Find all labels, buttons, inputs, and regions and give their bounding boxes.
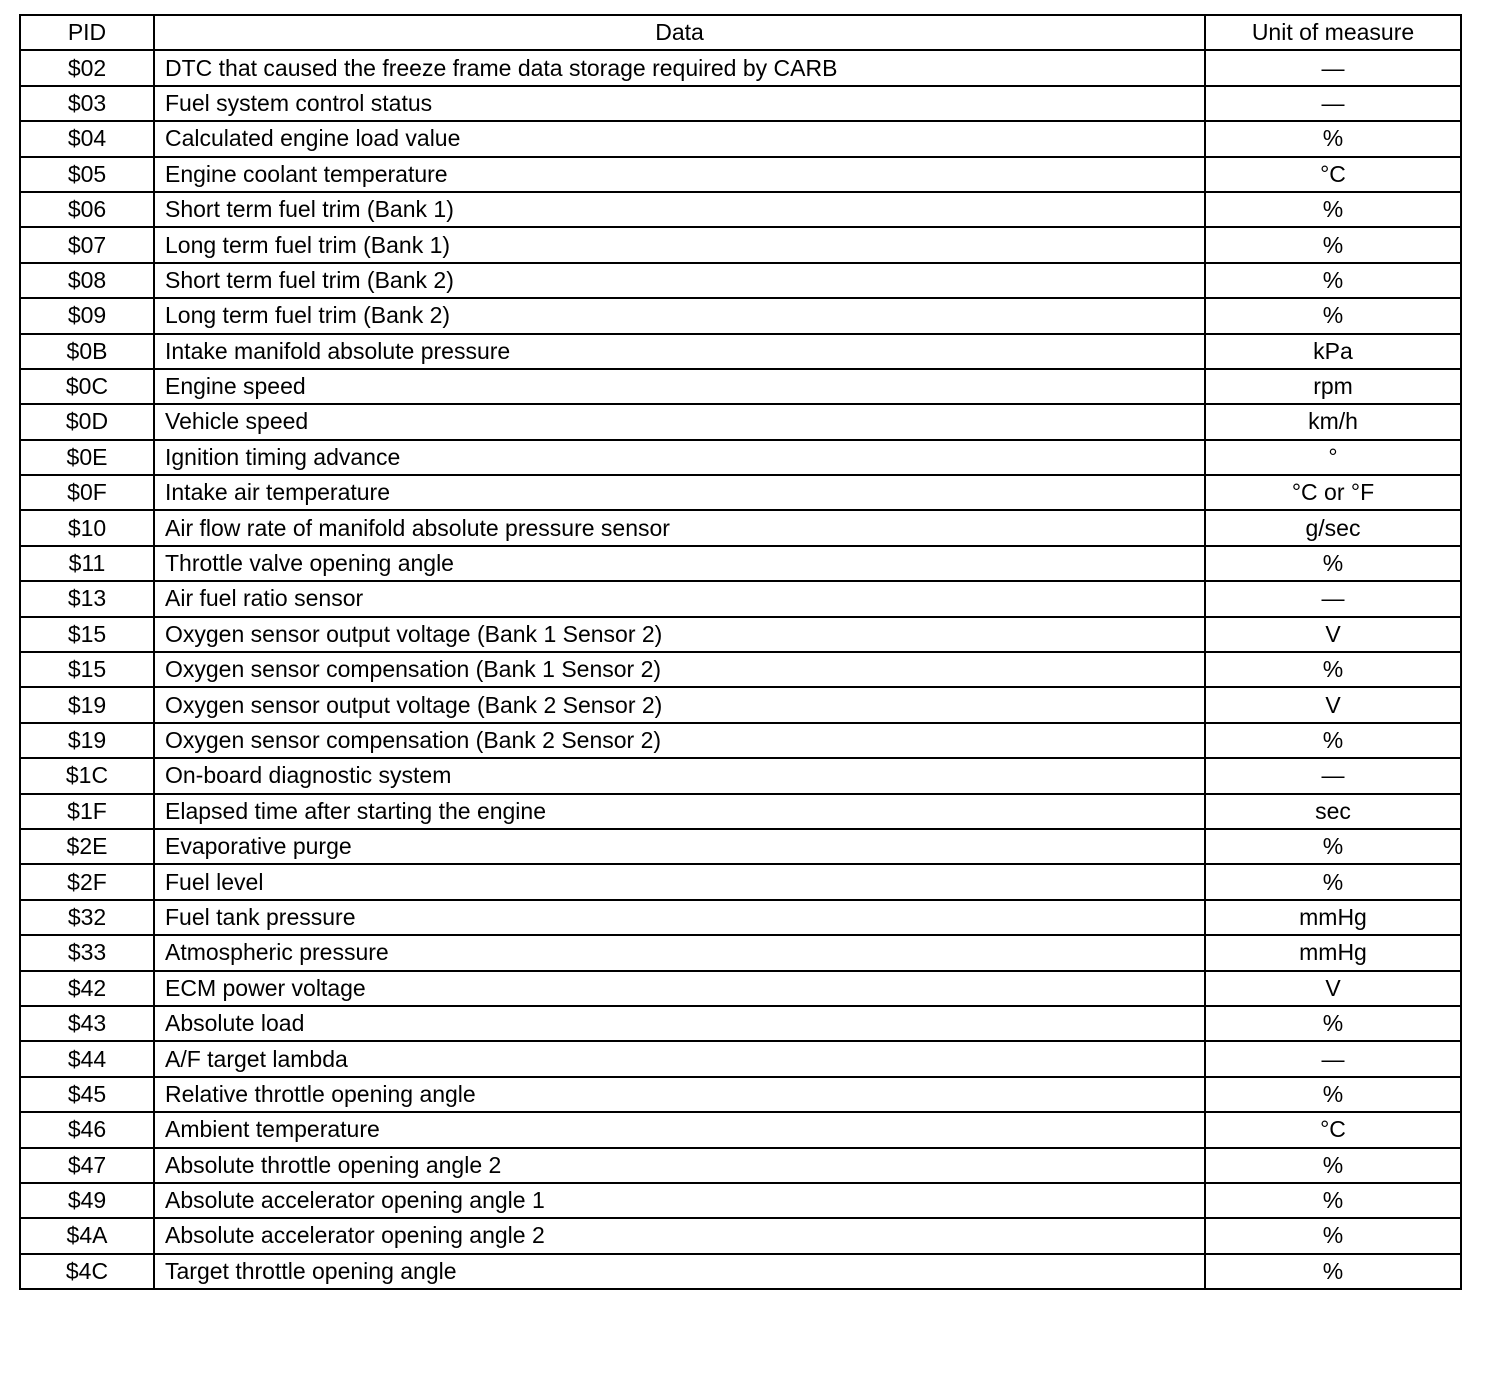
table-row	[20, 652, 1461, 687]
unit-cell: kPa	[1205, 334, 1461, 369]
pid-cell: $0C	[20, 369, 154, 404]
unit-cell: km/h	[1205, 404, 1461, 439]
table-row	[20, 227, 1461, 262]
table-row	[20, 298, 1461, 333]
table-row	[20, 581, 1461, 616]
data-cell: Evaporative purge	[154, 829, 1205, 864]
data-cell: Ignition timing advance	[154, 440, 1205, 475]
unit-cell: %	[1205, 1254, 1461, 1289]
unit-cell: °	[1205, 440, 1461, 475]
pid-cell: $0B	[20, 334, 154, 369]
table-row	[20, 1006, 1461, 1041]
unit-cell: °C	[1205, 1112, 1461, 1147]
unit-cell: mmHg	[1205, 900, 1461, 935]
header-pid: PID	[20, 15, 154, 50]
data-cell: Absolute load	[154, 1006, 1205, 1041]
unit-cell: %	[1205, 121, 1461, 156]
data-cell: Absolute throttle opening angle 2	[154, 1148, 1205, 1183]
pid-cell: $46	[20, 1112, 154, 1147]
pid-cell: $42	[20, 971, 154, 1006]
header-row	[20, 15, 1461, 50]
data-cell: Engine coolant temperature	[154, 157, 1205, 192]
data-cell: Vehicle speed	[154, 404, 1205, 439]
data-cell: Long term fuel trim (Bank 1)	[154, 227, 1205, 262]
table-row	[20, 334, 1461, 369]
table-row	[20, 192, 1461, 227]
unit-cell: %	[1205, 263, 1461, 298]
unit-cell: sec	[1205, 794, 1461, 829]
pid-data-table	[19, 14, 1462, 1290]
table-row	[20, 1041, 1461, 1076]
pid-cell: $0D	[20, 404, 154, 439]
table-row	[20, 475, 1461, 510]
unit-cell: —	[1205, 86, 1461, 121]
data-cell: Oxygen sensor output voltage (Bank 2 Sensor 2)	[154, 687, 1205, 722]
unit-cell: %	[1205, 1148, 1461, 1183]
table-row	[20, 723, 1461, 758]
unit-cell: V	[1205, 617, 1461, 652]
table-row	[20, 864, 1461, 899]
pid-cell: $4C	[20, 1254, 154, 1289]
table-row	[20, 510, 1461, 545]
unit-cell: %	[1205, 192, 1461, 227]
unit-cell: V	[1205, 971, 1461, 1006]
unit-cell: %	[1205, 546, 1461, 581]
pid-cell: $1C	[20, 758, 154, 793]
unit-cell: —	[1205, 50, 1461, 85]
pid-cell: $43	[20, 1006, 154, 1041]
data-cell: Oxygen sensor compensation (Bank 2 Sensor 2)	[154, 723, 1205, 758]
data-cell: Fuel level	[154, 864, 1205, 899]
data-cell: Air flow rate of manifold absolute pressure sensor	[154, 510, 1205, 545]
data-cell: Intake air temperature	[154, 475, 1205, 510]
unit-cell: —	[1205, 581, 1461, 616]
table-row	[20, 687, 1461, 722]
pid-cell: $03	[20, 86, 154, 121]
table-row	[20, 1112, 1461, 1147]
pid-cell: $1F	[20, 794, 154, 829]
pid-cell: $0E	[20, 440, 154, 475]
data-cell: On-board diagnostic system	[154, 758, 1205, 793]
unit-cell: %	[1205, 1218, 1461, 1253]
unit-cell: %	[1205, 829, 1461, 864]
table-row	[20, 121, 1461, 156]
data-cell: DTC that caused the freeze frame data storage required by CARB	[154, 50, 1205, 85]
data-cell: Ambient temperature	[154, 1112, 1205, 1147]
table-row	[20, 758, 1461, 793]
unit-cell: mmHg	[1205, 935, 1461, 970]
pid-cell: $45	[20, 1077, 154, 1112]
unit-cell: %	[1205, 723, 1461, 758]
pid-cell: $0F	[20, 475, 154, 510]
pid-cell: $2F	[20, 864, 154, 899]
pid-cell: $13	[20, 581, 154, 616]
table-body	[20, 50, 1461, 1289]
data-cell: ECM power voltage	[154, 971, 1205, 1006]
table-row	[20, 263, 1461, 298]
pid-cell: $49	[20, 1183, 154, 1218]
table-row	[20, 86, 1461, 121]
data-cell: Atmospheric pressure	[154, 935, 1205, 970]
unit-cell: %	[1205, 652, 1461, 687]
pid-cell: $05	[20, 157, 154, 192]
data-cell: Short term fuel trim (Bank 2)	[154, 263, 1205, 298]
table-row	[20, 794, 1461, 829]
header-unit: Unit of measure	[1205, 15, 1461, 50]
table-row	[20, 1148, 1461, 1183]
pid-cell: $2E	[20, 829, 154, 864]
pid-cell: $4A	[20, 1218, 154, 1253]
table-row	[20, 404, 1461, 439]
pid-cell: $04	[20, 121, 154, 156]
table-row	[20, 157, 1461, 192]
unit-cell: %	[1205, 1183, 1461, 1218]
data-cell: Oxygen sensor output voltage (Bank 1 Sensor 2)	[154, 617, 1205, 652]
pid-cell: $15	[20, 652, 154, 687]
unit-cell: rpm	[1205, 369, 1461, 404]
table-row	[20, 440, 1461, 475]
table-row	[20, 935, 1461, 970]
pid-cell: $15	[20, 617, 154, 652]
pid-cell: $11	[20, 546, 154, 581]
data-cell: Absolute accelerator opening angle 2	[154, 1218, 1205, 1253]
pid-cell: $47	[20, 1148, 154, 1183]
unit-cell: —	[1205, 1041, 1461, 1076]
table-row	[20, 369, 1461, 404]
unit-cell: %	[1205, 1077, 1461, 1112]
unit-cell: %	[1205, 298, 1461, 333]
table-row	[20, 829, 1461, 864]
table-row	[20, 1183, 1461, 1218]
table-row	[20, 50, 1461, 85]
data-cell: Oxygen sensor compensation (Bank 1 Sensor 2)	[154, 652, 1205, 687]
data-cell: Throttle valve opening angle	[154, 546, 1205, 581]
pid-cell: $07	[20, 227, 154, 262]
data-cell: Engine speed	[154, 369, 1205, 404]
data-cell: Intake manifold absolute pressure	[154, 334, 1205, 369]
pid-cell: $19	[20, 687, 154, 722]
pid-cell: $06	[20, 192, 154, 227]
data-cell: Air fuel ratio sensor	[154, 581, 1205, 616]
unit-cell: °C or °F	[1205, 475, 1461, 510]
data-cell: A/F target lambda	[154, 1041, 1205, 1076]
table-row	[20, 900, 1461, 935]
unit-cell: %	[1205, 1006, 1461, 1041]
table-row	[20, 617, 1461, 652]
data-cell: Calculated engine load value	[154, 121, 1205, 156]
pid-cell: $02	[20, 50, 154, 85]
pid-cell: $44	[20, 1041, 154, 1076]
pid-cell: $19	[20, 723, 154, 758]
pid-cell: $09	[20, 298, 154, 333]
data-cell: Absolute accelerator opening angle 1	[154, 1183, 1205, 1218]
data-cell: Short term fuel trim (Bank 1)	[154, 192, 1205, 227]
data-cell: Fuel system control status	[154, 86, 1205, 121]
data-cell: Relative throttle opening angle	[154, 1077, 1205, 1112]
table-row	[20, 971, 1461, 1006]
data-cell: Fuel tank pressure	[154, 900, 1205, 935]
unit-cell: —	[1205, 758, 1461, 793]
data-cell: Target throttle opening angle	[154, 1254, 1205, 1289]
pid-cell: $32	[20, 900, 154, 935]
pid-cell: $08	[20, 263, 154, 298]
table-row	[20, 1218, 1461, 1253]
table-header	[20, 15, 1461, 50]
pid-cell: $10	[20, 510, 154, 545]
unit-cell: %	[1205, 864, 1461, 899]
unit-cell: g/sec	[1205, 510, 1461, 545]
unit-cell: V	[1205, 687, 1461, 722]
unit-cell: °C	[1205, 157, 1461, 192]
data-cell: Long term fuel trim (Bank 2)	[154, 298, 1205, 333]
data-cell: Elapsed time after starting the engine	[154, 794, 1205, 829]
header-data: Data	[154, 15, 1205, 50]
table-row	[20, 1254, 1461, 1289]
pid-cell: $33	[20, 935, 154, 970]
table-row	[20, 546, 1461, 581]
table-row	[20, 1077, 1461, 1112]
unit-cell: %	[1205, 227, 1461, 262]
